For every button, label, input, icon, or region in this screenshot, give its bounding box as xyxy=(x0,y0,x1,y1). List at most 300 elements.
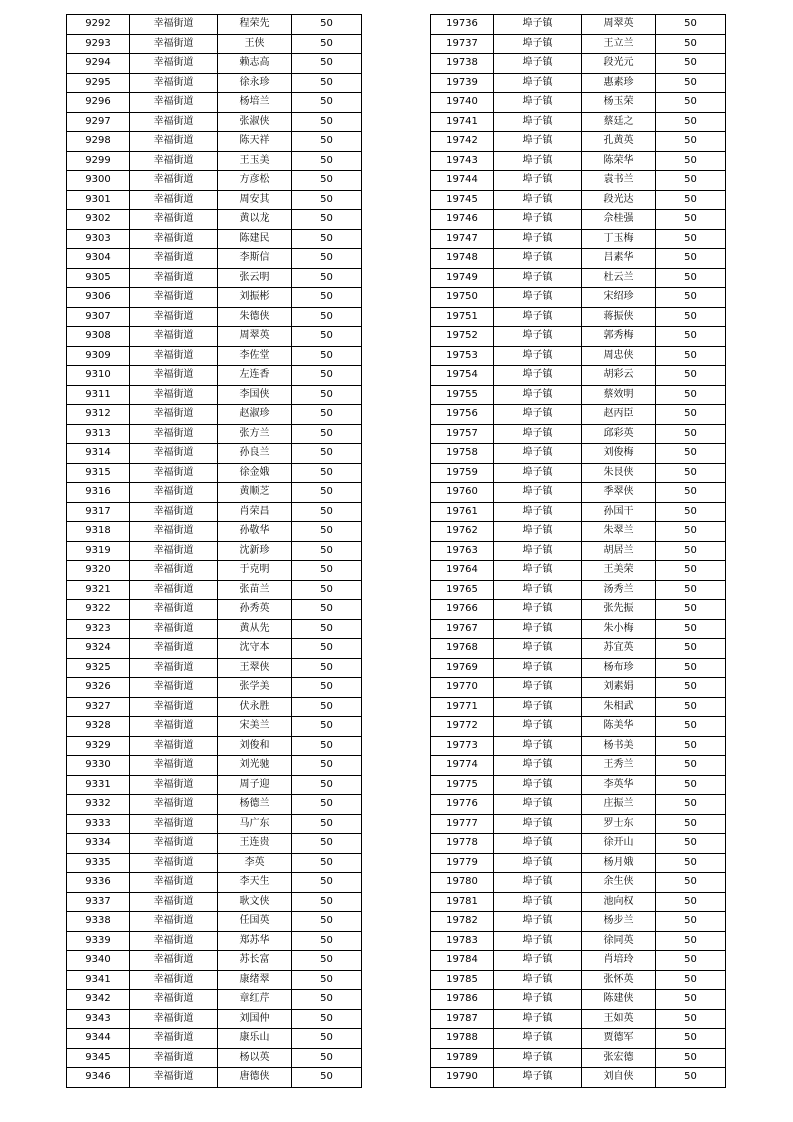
district-cell: 埠子镇 xyxy=(494,892,582,912)
serial-number-cell: 9317 xyxy=(67,502,130,522)
serial-number-cell: 9311 xyxy=(67,385,130,405)
amount-cell: 50 xyxy=(656,619,726,639)
district-cell: 埠子镇 xyxy=(494,853,582,873)
district-cell: 幸福街道 xyxy=(130,892,218,912)
district-cell: 埠子镇 xyxy=(494,951,582,971)
serial-number-cell: 19766 xyxy=(431,600,494,620)
table-row xyxy=(431,853,726,873)
name-cell: 王连贵 xyxy=(218,834,292,854)
name-cell: 李佐堂 xyxy=(218,346,292,366)
amount-cell: 50 xyxy=(292,1068,362,1088)
name-cell: 黄顺芝 xyxy=(218,483,292,503)
table-row xyxy=(431,54,726,74)
table-row xyxy=(431,736,726,756)
amount-cell: 50 xyxy=(292,483,362,503)
serial-number-cell: 9305 xyxy=(67,268,130,288)
amount-cell: 50 xyxy=(292,639,362,659)
name-cell: 赵丙臣 xyxy=(582,405,656,425)
name-cell: 刘俊梅 xyxy=(582,444,656,464)
district-cell: 幸福街道 xyxy=(130,619,218,639)
serial-number-cell: 9309 xyxy=(67,346,130,366)
serial-number-cell: 19765 xyxy=(431,580,494,600)
name-cell: 朱小梅 xyxy=(582,619,656,639)
amount-cell: 50 xyxy=(656,834,726,854)
table-row xyxy=(431,1029,726,1049)
table-row xyxy=(67,268,362,288)
name-cell: 苏长富 xyxy=(218,951,292,971)
serial-number-cell: 19740 xyxy=(431,93,494,113)
serial-number-cell: 9339 xyxy=(67,931,130,951)
table-row xyxy=(67,288,362,308)
name-cell: 李英华 xyxy=(582,775,656,795)
amount-cell: 50 xyxy=(656,990,726,1010)
amount-cell: 50 xyxy=(292,424,362,444)
left-table xyxy=(66,14,362,1088)
serial-number-cell: 9307 xyxy=(67,307,130,327)
name-cell: 马广东 xyxy=(218,814,292,834)
district-cell: 幸福街道 xyxy=(130,658,218,678)
serial-number-cell: 19770 xyxy=(431,678,494,698)
amount-cell: 50 xyxy=(292,580,362,600)
name-cell: 康乐山 xyxy=(218,1029,292,1049)
amount-cell: 50 xyxy=(656,892,726,912)
district-cell: 埠子镇 xyxy=(494,795,582,815)
right-table xyxy=(430,14,726,1088)
amount-cell: 50 xyxy=(656,171,726,191)
table-row xyxy=(67,697,362,717)
amount-cell: 50 xyxy=(656,600,726,620)
amount-cell: 50 xyxy=(292,834,362,854)
name-cell: 王翠侠 xyxy=(218,658,292,678)
district-cell: 幸福街道 xyxy=(130,1048,218,1068)
name-cell: 张宏德 xyxy=(582,1048,656,1068)
district-cell: 埠子镇 xyxy=(494,873,582,893)
amount-cell: 50 xyxy=(656,268,726,288)
name-cell: 季翠侠 xyxy=(582,483,656,503)
amount-cell: 50 xyxy=(656,912,726,932)
left-table-body xyxy=(67,15,362,1088)
serial-number-cell: 9324 xyxy=(67,639,130,659)
name-cell: 周忠侠 xyxy=(582,346,656,366)
amount-cell: 50 xyxy=(656,151,726,171)
table-row xyxy=(431,814,726,834)
serial-number-cell: 19756 xyxy=(431,405,494,425)
name-cell: 黄以龙 xyxy=(218,210,292,230)
serial-number-cell: 9321 xyxy=(67,580,130,600)
table-row xyxy=(67,444,362,464)
table-row xyxy=(431,151,726,171)
serial-number-cell: 19771 xyxy=(431,697,494,717)
name-cell: 康绪翠 xyxy=(218,970,292,990)
amount-cell: 50 xyxy=(656,522,726,542)
table-row xyxy=(431,171,726,191)
name-cell: 陈建侠 xyxy=(582,990,656,1010)
name-cell: 徐永珍 xyxy=(218,73,292,93)
table-row xyxy=(67,132,362,152)
name-cell: 罗士东 xyxy=(582,814,656,834)
district-cell: 幸福街道 xyxy=(130,190,218,210)
district-cell: 幸福街道 xyxy=(130,463,218,483)
name-cell: 赵淑珍 xyxy=(218,405,292,425)
serial-number-cell: 9323 xyxy=(67,619,130,639)
table-row xyxy=(431,346,726,366)
district-cell: 幸福街道 xyxy=(130,288,218,308)
name-cell: 余生侠 xyxy=(582,873,656,893)
name-cell: 徐同英 xyxy=(582,931,656,951)
serial-number-cell: 19785 xyxy=(431,970,494,990)
serial-number-cell: 9332 xyxy=(67,795,130,815)
amount-cell: 50 xyxy=(656,1009,726,1029)
serial-number-cell: 19763 xyxy=(431,541,494,561)
district-cell: 幸福街道 xyxy=(130,132,218,152)
name-cell: 郑苏华 xyxy=(218,931,292,951)
table-row xyxy=(67,931,362,951)
district-cell: 埠子镇 xyxy=(494,639,582,659)
amount-cell: 50 xyxy=(656,678,726,698)
name-cell: 周翠英 xyxy=(582,15,656,35)
table-row xyxy=(67,366,362,386)
serial-number-cell: 19772 xyxy=(431,717,494,737)
serial-number-cell: 9310 xyxy=(67,366,130,386)
district-cell: 埠子镇 xyxy=(494,15,582,35)
serial-number-cell: 9314 xyxy=(67,444,130,464)
district-cell: 幸福街道 xyxy=(130,678,218,698)
name-cell: 惠素珍 xyxy=(582,73,656,93)
amount-cell: 50 xyxy=(656,346,726,366)
serial-number-cell: 9294 xyxy=(67,54,130,74)
serial-number-cell: 19758 xyxy=(431,444,494,464)
name-cell: 杨步兰 xyxy=(582,912,656,932)
district-cell: 埠子镇 xyxy=(494,541,582,561)
district-cell: 埠子镇 xyxy=(494,132,582,152)
table-row xyxy=(431,561,726,581)
name-cell: 杜云兰 xyxy=(582,268,656,288)
table-row xyxy=(67,775,362,795)
table-row xyxy=(431,1068,726,1088)
amount-cell: 50 xyxy=(292,463,362,483)
serial-number-cell: 9316 xyxy=(67,483,130,503)
amount-cell: 50 xyxy=(292,795,362,815)
amount-cell: 50 xyxy=(292,444,362,464)
amount-cell: 50 xyxy=(656,229,726,249)
table-row xyxy=(431,658,726,678)
district-cell: 幸福街道 xyxy=(130,73,218,93)
table-row xyxy=(67,561,362,581)
amount-cell: 50 xyxy=(656,190,726,210)
name-cell: 孙秀英 xyxy=(218,600,292,620)
district-cell: 幸福街道 xyxy=(130,970,218,990)
name-cell: 杨书美 xyxy=(582,736,656,756)
table-row xyxy=(431,210,726,230)
district-cell: 幸福街道 xyxy=(130,405,218,425)
name-cell: 杨月娥 xyxy=(582,853,656,873)
table-row xyxy=(67,580,362,600)
amount-cell: 50 xyxy=(656,951,726,971)
table-row xyxy=(67,327,362,347)
name-cell: 佘桂强 xyxy=(582,210,656,230)
serial-number-cell: 9329 xyxy=(67,736,130,756)
amount-cell: 50 xyxy=(292,405,362,425)
district-cell: 埠子镇 xyxy=(494,619,582,639)
name-cell: 陈美华 xyxy=(582,717,656,737)
serial-number-cell: 9297 xyxy=(67,112,130,132)
amount-cell: 50 xyxy=(656,15,726,35)
district-cell: 埠子镇 xyxy=(494,756,582,776)
serial-number-cell: 9292 xyxy=(67,15,130,35)
table-row xyxy=(431,678,726,698)
amount-cell: 50 xyxy=(292,561,362,581)
name-cell: 蔡效明 xyxy=(582,385,656,405)
district-cell: 埠子镇 xyxy=(494,424,582,444)
amount-cell: 50 xyxy=(292,151,362,171)
name-cell: 丁玉梅 xyxy=(582,229,656,249)
district-cell: 幸福街道 xyxy=(130,1009,218,1029)
district-cell: 幸福街道 xyxy=(130,697,218,717)
table-row xyxy=(67,522,362,542)
district-cell: 埠子镇 xyxy=(494,678,582,698)
district-cell: 埠子镇 xyxy=(494,580,582,600)
serial-number-cell: 9315 xyxy=(67,463,130,483)
table-row xyxy=(67,619,362,639)
serial-number-cell: 19768 xyxy=(431,639,494,659)
table-row xyxy=(67,54,362,74)
amount-cell: 50 xyxy=(292,600,362,620)
serial-number-cell: 19739 xyxy=(431,73,494,93)
serial-number-cell: 9337 xyxy=(67,892,130,912)
serial-number-cell: 9322 xyxy=(67,600,130,620)
name-cell: 王美荣 xyxy=(582,561,656,581)
table-row xyxy=(67,424,362,444)
name-cell: 池向权 xyxy=(582,892,656,912)
serial-number-cell: 19736 xyxy=(431,15,494,35)
serial-number-cell: 19787 xyxy=(431,1009,494,1029)
name-cell: 胡彩云 xyxy=(582,366,656,386)
serial-number-cell: 19754 xyxy=(431,366,494,386)
name-cell: 朱相武 xyxy=(582,697,656,717)
district-cell: 埠子镇 xyxy=(494,93,582,113)
table-row xyxy=(67,15,362,35)
district-cell: 埠子镇 xyxy=(494,405,582,425)
amount-cell: 50 xyxy=(656,931,726,951)
amount-cell: 50 xyxy=(656,385,726,405)
amount-cell: 50 xyxy=(292,54,362,74)
amount-cell: 50 xyxy=(656,288,726,308)
table-row xyxy=(431,93,726,113)
name-cell: 刘自侠 xyxy=(582,1068,656,1088)
district-cell: 幸福街道 xyxy=(130,1029,218,1049)
serial-number-cell: 9327 xyxy=(67,697,130,717)
district-cell: 幸福街道 xyxy=(130,717,218,737)
name-cell: 孙良兰 xyxy=(218,444,292,464)
table-row xyxy=(67,951,362,971)
table-row xyxy=(431,132,726,152)
table-row xyxy=(431,112,726,132)
amount-cell: 50 xyxy=(656,424,726,444)
serial-number-cell: 19753 xyxy=(431,346,494,366)
amount-cell: 50 xyxy=(292,327,362,347)
district-cell: 埠子镇 xyxy=(494,268,582,288)
amount-cell: 50 xyxy=(292,346,362,366)
district-cell: 幸福街道 xyxy=(130,912,218,932)
amount-cell: 50 xyxy=(292,541,362,561)
district-cell: 幸福街道 xyxy=(130,366,218,386)
amount-cell: 50 xyxy=(292,249,362,269)
name-cell: 朱德侠 xyxy=(218,307,292,327)
amount-cell: 50 xyxy=(292,307,362,327)
amount-cell: 50 xyxy=(292,814,362,834)
name-cell: 左连香 xyxy=(218,366,292,386)
district-cell: 埠子镇 xyxy=(494,1048,582,1068)
district-cell: 幸福街道 xyxy=(130,873,218,893)
table-row xyxy=(67,600,362,620)
table-row xyxy=(431,619,726,639)
table-row xyxy=(67,717,362,737)
amount-cell: 50 xyxy=(656,307,726,327)
amount-cell: 50 xyxy=(292,1009,362,1029)
serial-number-cell: 9346 xyxy=(67,1068,130,1088)
name-cell: 于克明 xyxy=(218,561,292,581)
serial-number-cell: 19779 xyxy=(431,853,494,873)
name-cell: 刘俊和 xyxy=(218,736,292,756)
serial-number-cell: 9336 xyxy=(67,873,130,893)
name-cell: 章红芹 xyxy=(218,990,292,1010)
table-row xyxy=(431,1048,726,1068)
serial-number-cell: 19748 xyxy=(431,249,494,269)
amount-cell: 50 xyxy=(292,229,362,249)
serial-number-cell: 19738 xyxy=(431,54,494,74)
serial-number-cell: 19743 xyxy=(431,151,494,171)
serial-number-cell: 9342 xyxy=(67,990,130,1010)
amount-cell: 50 xyxy=(656,736,726,756)
serial-number-cell: 19780 xyxy=(431,873,494,893)
serial-number-cell: 19776 xyxy=(431,795,494,815)
table-row xyxy=(431,775,726,795)
amount-cell: 50 xyxy=(292,970,362,990)
serial-number-cell: 19762 xyxy=(431,522,494,542)
table-row xyxy=(67,112,362,132)
serial-number-cell: 19789 xyxy=(431,1048,494,1068)
serial-number-cell: 19755 xyxy=(431,385,494,405)
table-row xyxy=(67,171,362,191)
table-row xyxy=(67,795,362,815)
serial-number-cell: 19778 xyxy=(431,834,494,854)
table-row xyxy=(67,249,362,269)
amount-cell: 50 xyxy=(656,1068,726,1088)
amount-cell: 50 xyxy=(656,775,726,795)
name-cell: 庄振兰 xyxy=(582,795,656,815)
district-cell: 埠子镇 xyxy=(494,112,582,132)
district-cell: 幸福街道 xyxy=(130,561,218,581)
table-row xyxy=(67,93,362,113)
serial-number-cell: 19759 xyxy=(431,463,494,483)
serial-number-cell: 9320 xyxy=(67,561,130,581)
serial-number-cell: 19790 xyxy=(431,1068,494,1088)
amount-cell: 50 xyxy=(292,873,362,893)
district-cell: 幸福街道 xyxy=(130,951,218,971)
serial-number-cell: 19782 xyxy=(431,912,494,932)
amount-cell: 50 xyxy=(656,93,726,113)
serial-number-cell: 19775 xyxy=(431,775,494,795)
serial-number-cell: 9341 xyxy=(67,970,130,990)
table-row xyxy=(67,307,362,327)
amount-cell: 50 xyxy=(292,288,362,308)
amount-cell: 50 xyxy=(656,54,726,74)
name-cell: 汤秀兰 xyxy=(582,580,656,600)
name-cell: 刘振彬 xyxy=(218,288,292,308)
amount-cell: 50 xyxy=(292,502,362,522)
serial-number-cell: 19751 xyxy=(431,307,494,327)
amount-cell: 50 xyxy=(292,931,362,951)
serial-number-cell: 9313 xyxy=(67,424,130,444)
district-cell: 幸福街道 xyxy=(130,327,218,347)
district-cell: 埠子镇 xyxy=(494,151,582,171)
table-row xyxy=(431,834,726,854)
name-cell: 耿文侠 xyxy=(218,892,292,912)
district-cell: 埠子镇 xyxy=(494,775,582,795)
serial-number-cell: 9303 xyxy=(67,229,130,249)
district-cell: 幸福街道 xyxy=(130,54,218,74)
amount-cell: 50 xyxy=(292,190,362,210)
name-cell: 李国侠 xyxy=(218,385,292,405)
district-cell: 幸福街道 xyxy=(130,93,218,113)
name-cell: 沈新珍 xyxy=(218,541,292,561)
serial-number-cell: 9333 xyxy=(67,814,130,834)
serial-number-cell: 9328 xyxy=(67,717,130,737)
district-cell: 埠子镇 xyxy=(494,171,582,191)
amount-cell: 50 xyxy=(292,697,362,717)
serial-number-cell: 9299 xyxy=(67,151,130,171)
amount-cell: 50 xyxy=(292,853,362,873)
serial-number-cell: 19752 xyxy=(431,327,494,347)
amount-cell: 50 xyxy=(292,1048,362,1068)
amount-cell: 50 xyxy=(656,366,726,386)
table-row xyxy=(431,697,726,717)
serial-number-cell: 9326 xyxy=(67,678,130,698)
amount-cell: 50 xyxy=(292,892,362,912)
table-row xyxy=(67,912,362,932)
table-row xyxy=(431,717,726,737)
district-cell: 幸福街道 xyxy=(130,580,218,600)
serial-number-cell: 19746 xyxy=(431,210,494,230)
name-cell: 朱艮侠 xyxy=(582,463,656,483)
district-cell: 幸福街道 xyxy=(130,814,218,834)
district-cell: 埠子镇 xyxy=(494,561,582,581)
serial-number-cell: 19774 xyxy=(431,756,494,776)
name-cell: 李英 xyxy=(218,853,292,873)
name-cell: 段光元 xyxy=(582,54,656,74)
serial-number-cell: 19745 xyxy=(431,190,494,210)
table-row xyxy=(431,385,726,405)
serial-number-cell: 9343 xyxy=(67,1009,130,1029)
name-cell: 周翠英 xyxy=(218,327,292,347)
table-row xyxy=(67,970,362,990)
serial-number-cell: 9298 xyxy=(67,132,130,152)
table-row xyxy=(67,756,362,776)
district-cell: 埠子镇 xyxy=(494,210,582,230)
name-cell: 段光达 xyxy=(582,190,656,210)
name-cell: 王秀兰 xyxy=(582,756,656,776)
amount-cell: 50 xyxy=(656,639,726,659)
amount-cell: 50 xyxy=(656,561,726,581)
serial-number-cell: 9335 xyxy=(67,853,130,873)
district-cell: 幸福街道 xyxy=(130,853,218,873)
district-cell: 幸福街道 xyxy=(130,112,218,132)
table-row xyxy=(431,951,726,971)
table-row xyxy=(67,990,362,1010)
name-cell: 赖志高 xyxy=(218,54,292,74)
district-cell: 幸福街道 xyxy=(130,15,218,35)
name-cell: 张云明 xyxy=(218,268,292,288)
